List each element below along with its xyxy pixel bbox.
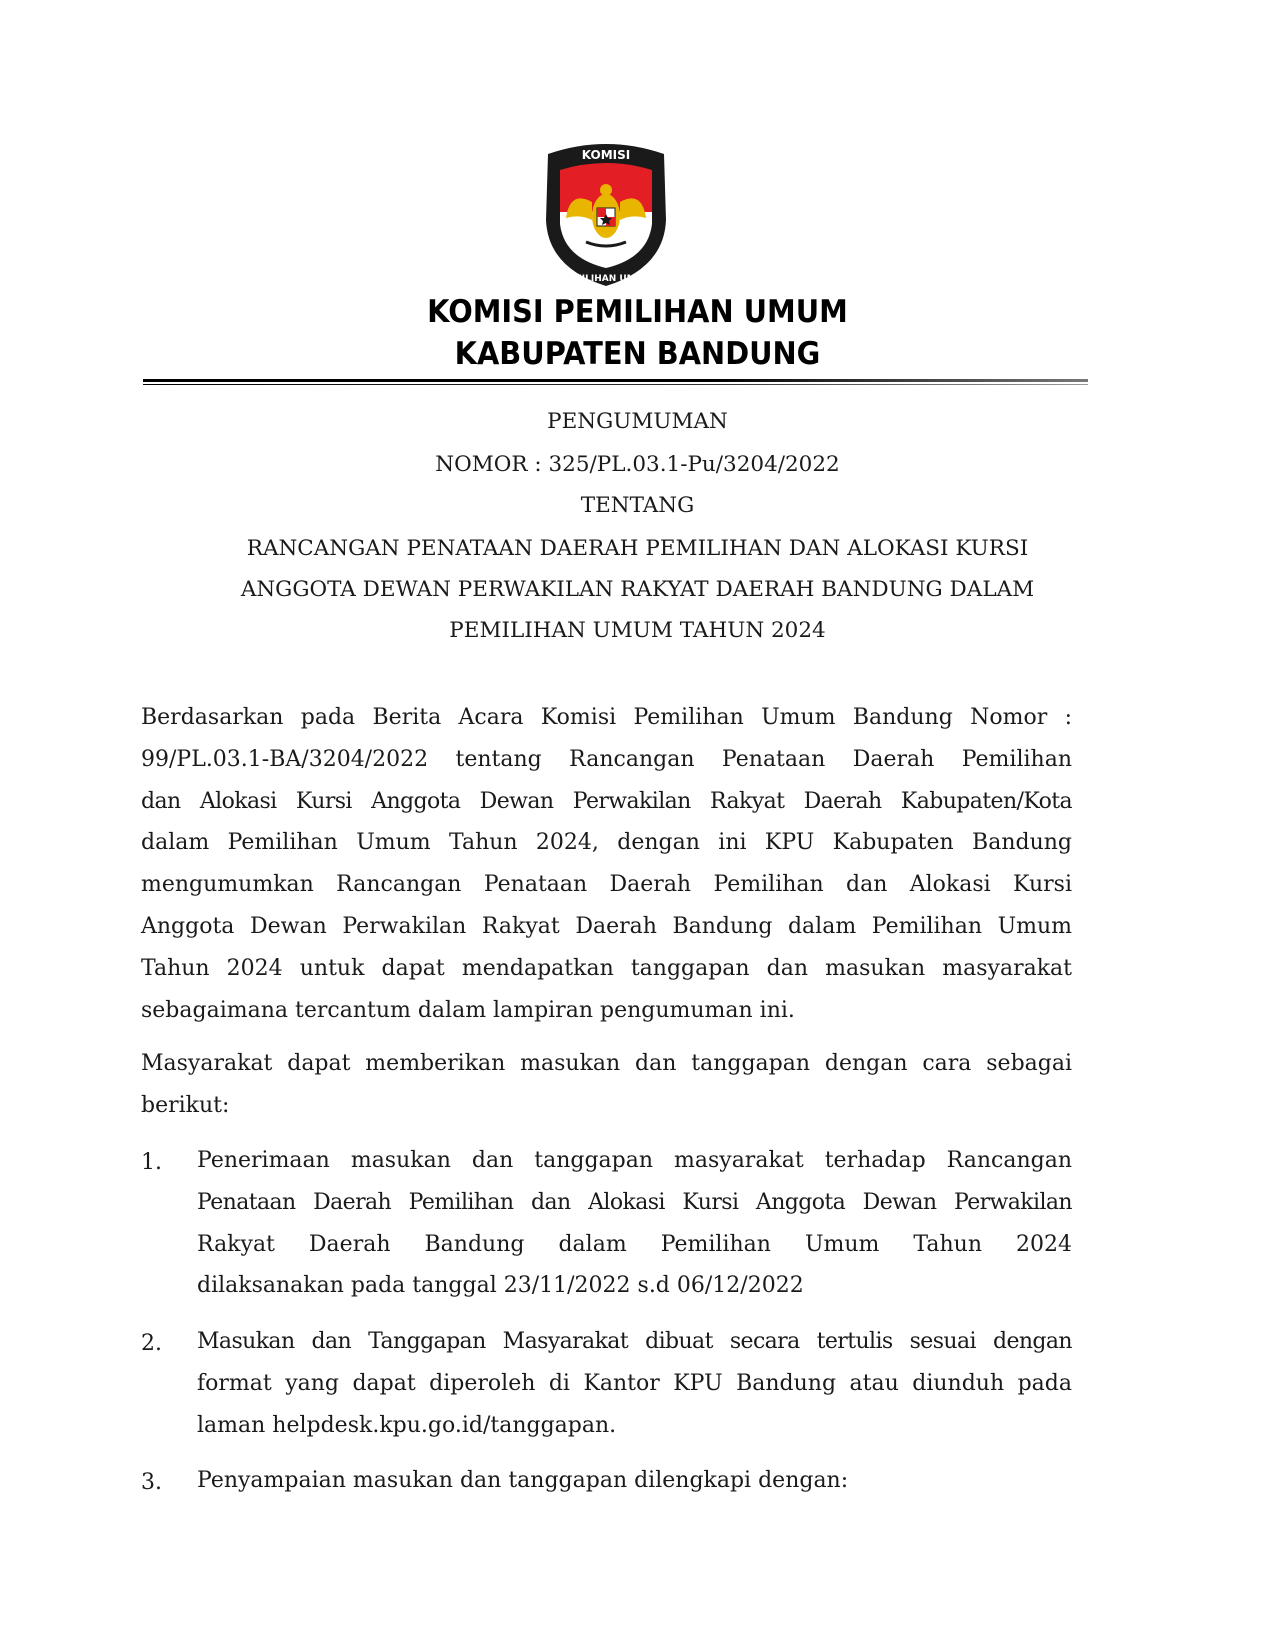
paragraph-line: 99/PL.03.1-BA/3204/2022 tentang Rancangan Penataan Daerah Pemilihan [141,746,1072,772]
letterhead-rule-thin [143,384,1088,385]
list-item-line: dilaksanakan pada tanggal 23/11/2022 s.d 06/12/2022 [197,1273,804,1299]
announcement-label: PENGUMUMAN [547,409,728,434]
body-paragraph-1 [141,697,1072,1031]
list-item [197,1460,1072,1502]
org-name-line1: KOMISI PEMILIHAN UMUM [427,294,848,330]
paragraph-line: mengumumkan Rancangan Penataan Daerah Pemilihan dan Alokasi Kursi [141,872,1072,898]
letterhead-rule-thick [143,379,1088,382]
list-item-line: format yang dapat diperoleh di Kantor KPU Bandung atau diunduh pada [197,1370,1072,1396]
paragraph-line: Masyarakat dapat memberikan masukan dan tanggapan dengan cara sebagai [141,1051,1072,1076]
logo-top-text: KOMISI [581,148,631,162]
kpu-logo [540,140,672,288]
paragraph-line: Anggota Dewan Perwakilan Rakyat Daerah Bandung dalam Pemilihan Umum [141,913,1072,939]
announcement-about: TENTANG [580,493,695,518]
paragraph-line: sebagaimana tercantum dalam lampiran pengumuman ini. [141,997,795,1023]
list-item-line: Rakyat Daerah Bandung dalam Pemilihan Umum Tahun 2024 [197,1231,1072,1257]
paragraph-line: berikut: [141,1092,230,1118]
list-item-line: Penataan Daerah Pemilihan dan Alokasi Kursi Anggota Dewan Perwakilan [197,1189,1072,1215]
announcement-subject-line: PEMILIHAN UMUM TAHUN 2024 [449,618,826,643]
paragraph-line: dalam Pemilihan Umum Tahun 2024, dengan ini KPU Kabupaten Bandung [141,830,1072,856]
list-item-line: laman helpdesk.kpu.go.id/tanggapan. [197,1412,617,1438]
list-item [197,1321,1072,1446]
paragraph-line: Tahun 2024 untuk dapat mendapatkan tanggapan dan masukan masyarakat [141,955,1072,981]
announcement-subject-line: RANCANGAN PENATAAN DAERAH PEMILIHAN DAN ALOKASI KURSI [246,536,1029,561]
list-item-line: Penyampaian masukan dan tanggapan dilengkapi dengan: [197,1468,849,1493]
list-item [197,1140,1072,1307]
paragraph-line: Berdasarkan pada Berita Acara Komisi Pemilihan Umum Bandung Nomor : [141,705,1072,730]
list-item-number: 2. [141,1331,162,1356]
garuda-emblem-icon [540,140,672,288]
body-paragraph-2 [141,1043,1072,1127]
list-item-number: 1. [141,1150,162,1175]
list-item-line: Masukan dan Tanggapan Masyarakat dibuat secara tertulis sesuai dengan [197,1329,1072,1354]
org-name-line2: KABUPATEN BANDUNG [454,336,821,372]
logo-bottom-text: PEMILIHAN UMUM [560,274,652,284]
list-item-line: Penerimaan masukan dan tanggapan masyarakat terhadap Rancangan [197,1148,1072,1173]
announcement-number: NOMOR : 325/PL.03.1-Pu/3204/2022 [435,452,840,477]
paragraph-line: dan Alokasi Kursi Anggota Dewan Perwakilan Rakyat Daerah Kabupaten/Kota [141,788,1072,814]
list-item-number: 3. [141,1470,162,1495]
announcement-subject-line: ANGGOTA DEWAN PERWAKILAN RAKYAT DAERAH BANDUNG DALAM [240,577,1035,602]
